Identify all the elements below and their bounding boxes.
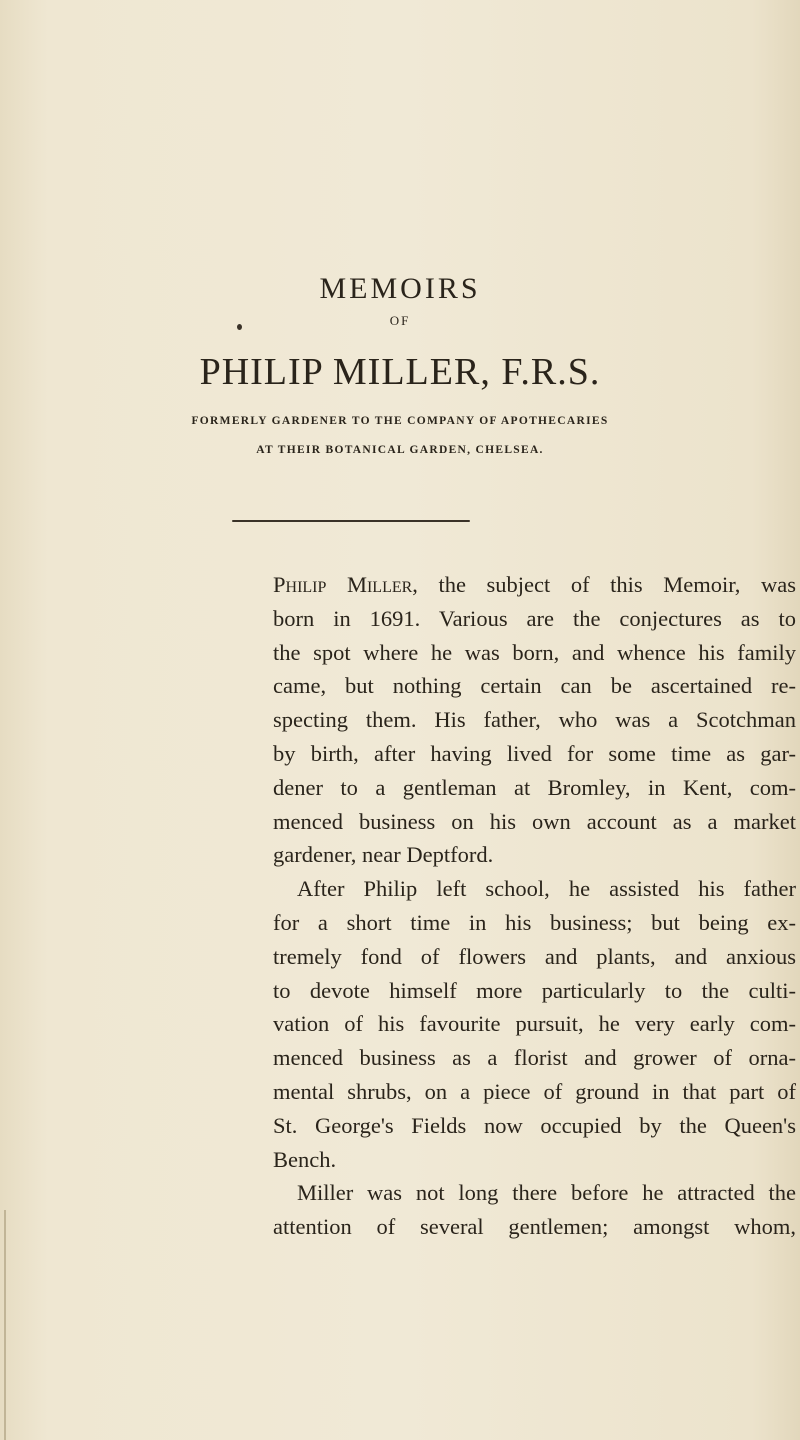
body-line: for a short time in his business; but being ex-: [273, 909, 796, 935]
body-line: tremely fond of flowers and plants, and anxious: [273, 943, 796, 969]
subtitle-line-2: AT THEIR BOTANICAL GARDEN, CHELSEA.: [256, 444, 544, 456]
body-line: born in 1691. Various are the conjectures as to: [273, 605, 796, 631]
body-line: [273, 568, 796, 602]
body-line: attention of several gentlemen; amongst whom,: [273, 1214, 796, 1240]
body-line: St. George's Fields now occupied by the Queen's: [273, 1112, 796, 1138]
section-divider: [232, 520, 470, 522]
body-line: the spot where he was born, and whence his family: [273, 639, 796, 665]
body-line: mental shrubs, on a piece of ground in that part of: [273, 1078, 796, 1104]
subtitle-line-1: FORMERLY GARDENER TO THE COMPANY OF APOTHECARIES: [191, 415, 609, 427]
body-line: by birth, after having lived for some time as gar-: [273, 740, 796, 766]
body-line: dener to a gentleman at Bromley, in Kent, com-: [273, 774, 796, 800]
body-line: After Philip left school, he assisted his father: [297, 876, 796, 902]
title-of: OF: [389, 313, 411, 328]
body-line: came, but nothing certain can be ascertained re-: [273, 673, 796, 699]
body-line: menced business on his own account as a market: [273, 808, 796, 834]
title-memoirs: MEMOIRS: [319, 272, 481, 305]
body-line: menced business as a florist and grower of orna-: [273, 1045, 796, 1071]
body-line: to devote himself more particularly to the culti-: [273, 977, 796, 1003]
body-line: Bench.: [273, 1146, 337, 1172]
body-line: specting them. His father, who was a Scotchman: [273, 707, 796, 733]
body-line: vation of his favourite pursuit, he very early com-: [273, 1011, 796, 1037]
title-name: PHILIP MILLER, F.R.S.: [199, 351, 601, 393]
body-line-text: the subject of this Memoir, was: [417, 572, 796, 597]
lead-name: Philip Miller,: [273, 572, 418, 597]
body-line: gardener, near Deptford.: [273, 842, 494, 868]
page-edge-line: [4, 1210, 6, 1440]
memoir-body: [273, 568, 796, 1244]
body-line: Miller was not long there before he attracted the: [297, 1180, 796, 1206]
